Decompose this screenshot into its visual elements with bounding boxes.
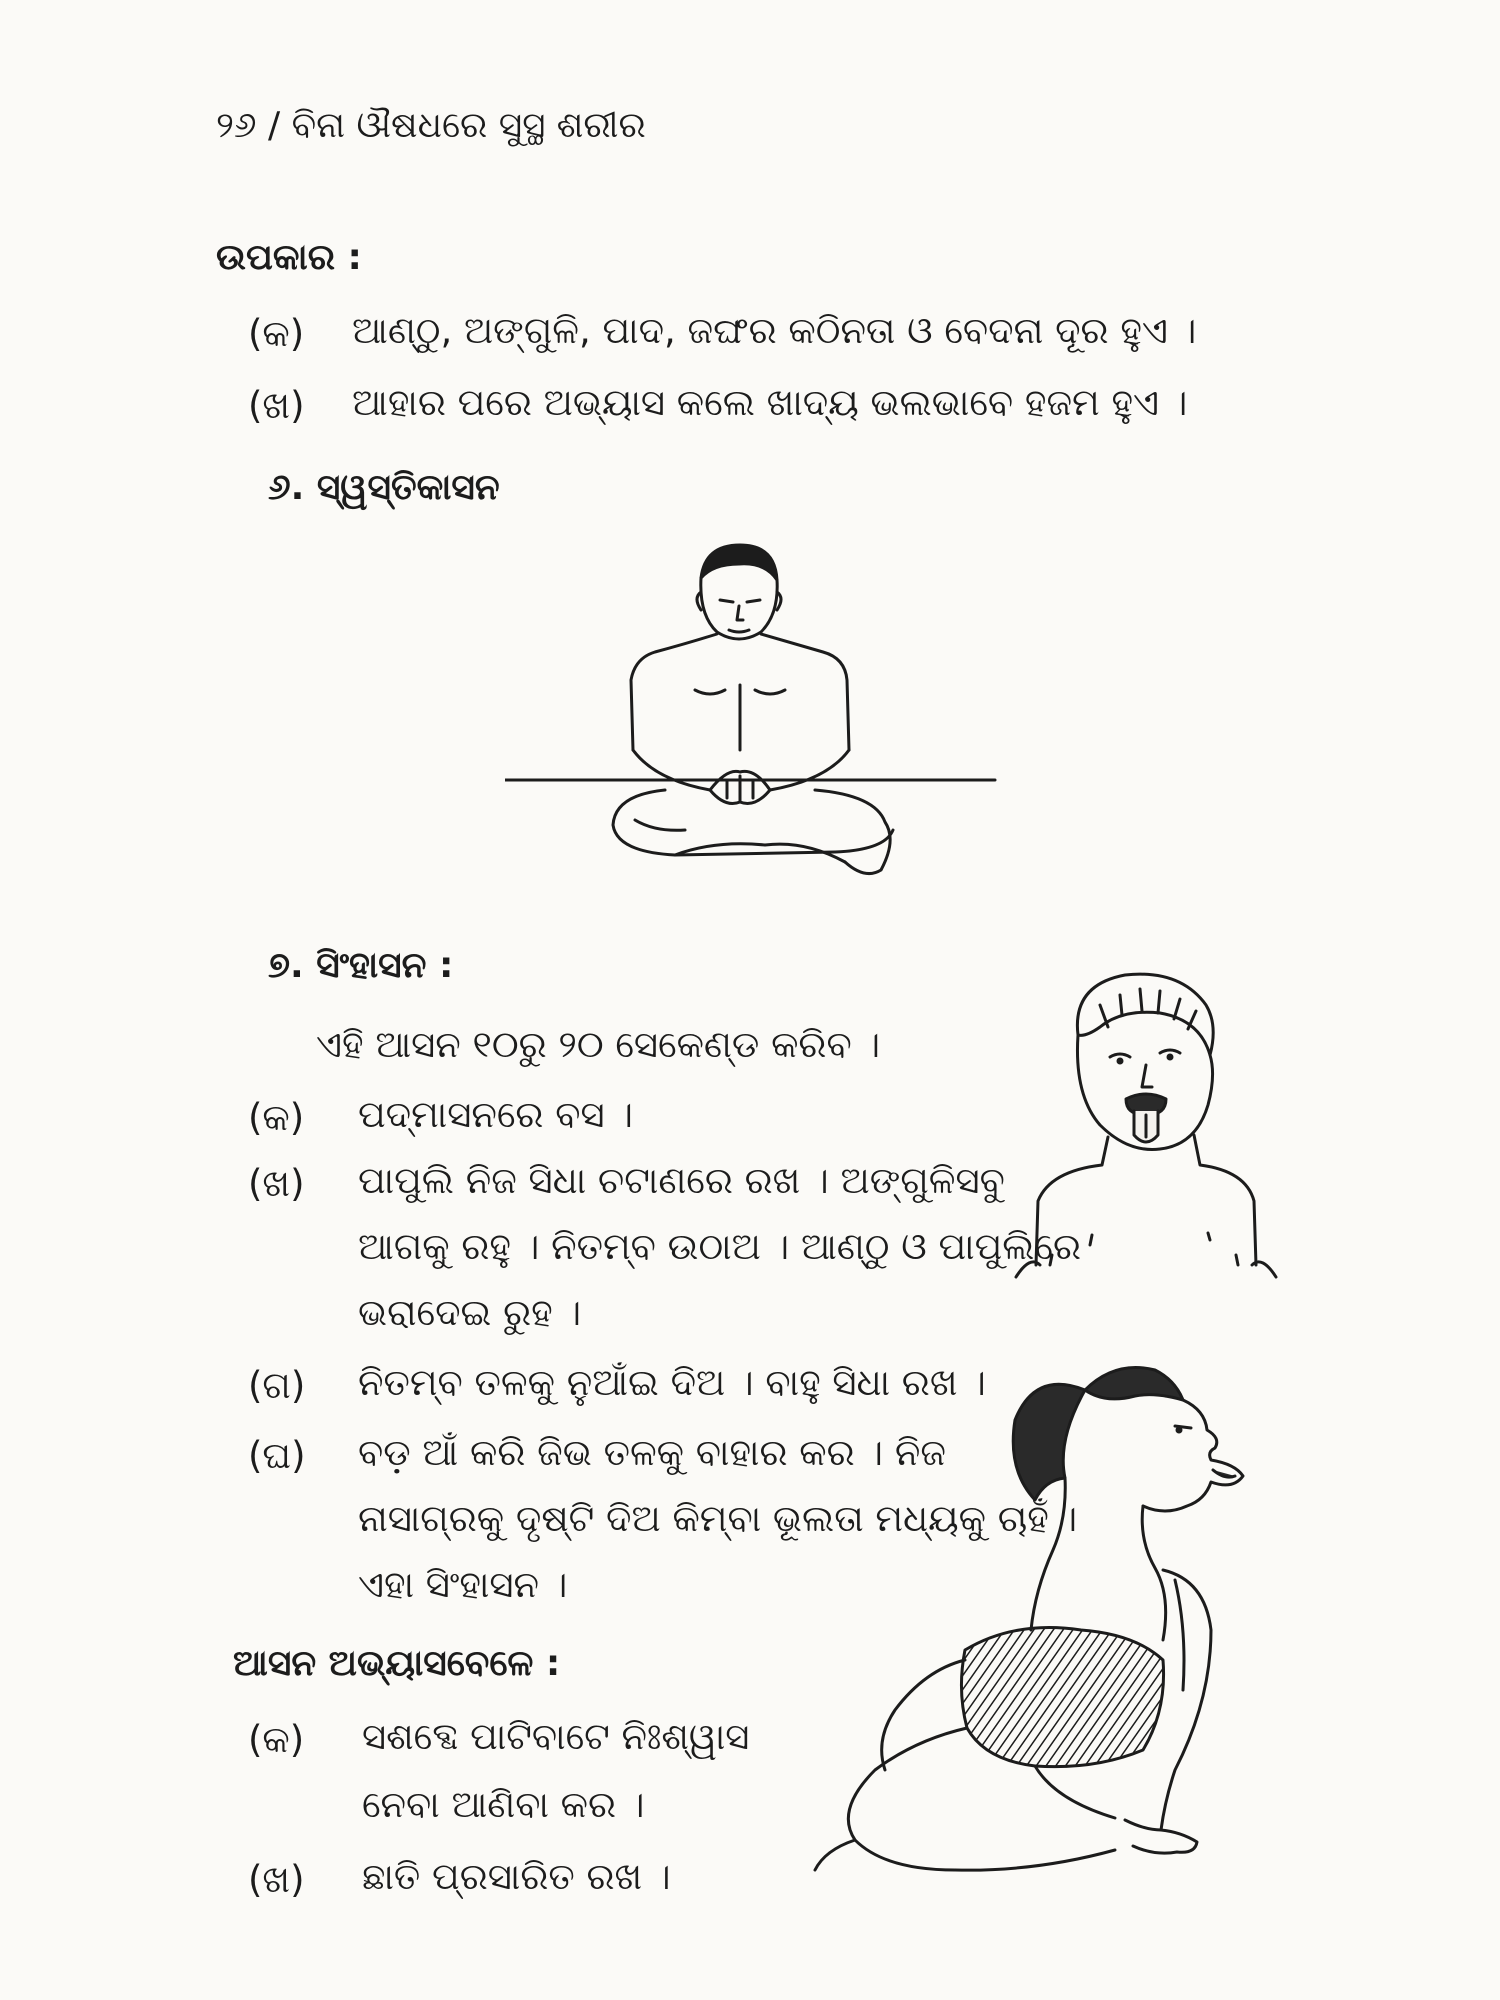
step-label-ga: (ଗ) xyxy=(248,1364,306,1407)
benefit-text-kha: ଆହାର ପରେ ଅଭ୍ୟାସ କଲେ ଖାଦ୍ୟ ଭଲଭାବେ ହଜମ ହୁଏ । xyxy=(352,381,1188,424)
benefit-text-ka: ଆଣ୍ଠୁ, ଅଙ୍ଗୁଳି, ପାଦ, ଜଙ୍ଘର କଠିନତା ଓ ବେଦନା ଦୂର ହୁଏ । xyxy=(352,309,1197,352)
book-title: ବିନା ଔଷଧରେ ସୁସ୍ଥ ଶରୀର xyxy=(291,105,646,146)
step-label-ka: (କ) xyxy=(248,1096,305,1139)
section7-title: ୭. ସିଂହାସନ : xyxy=(268,945,454,986)
swastikasana-figure xyxy=(505,540,1005,890)
step-label-kha: (ଖ) xyxy=(248,1162,305,1205)
practice-ka-line1: ସଶବ୍ଦେ ପାଟିବାଟେ ନିଃଶ୍ୱାସ xyxy=(362,1715,750,1758)
section6-title: ୬. ସ୍ୱସ୍ତିକାସନ xyxy=(268,467,500,508)
benefit-label-ka: (କ) xyxy=(248,312,305,355)
step-gha-line2: ନାସାଗ୍ରକୁ ଦୃଷ୍ଟି ଦିଅ କିମ୍ବା ଭୂଲତା ମଧ୍ୟକୁ ଚାହଁ । xyxy=(358,1497,1078,1540)
practice-label-ka: (କ) xyxy=(248,1718,305,1761)
step-kha-line1: ପାପୁଲି ନିଜ ସିଧା ଚଟାଣରେ ରଖ । ଅଙ୍ଗୁଳିସବୁ xyxy=(358,1159,1005,1202)
simhasana-face-figure xyxy=(1010,965,1280,1285)
step-kha-line2: ଆଗକୁ ରହୁ । ନିତମ୍ବ ଉଠାଅ । ଆଣ୍ଠୁ ଓ ପାପୁଲିରେ xyxy=(358,1225,1082,1268)
practice-label-kha: (ଖ) xyxy=(248,1858,305,1901)
step-ka-line1: ପଦ୍ମାସନରେ ବସ । xyxy=(358,1093,633,1136)
simhasana-body-figure xyxy=(735,1330,1275,1890)
practice-heading: ଆସନ ଅଭ୍ୟାସବେଳେ : xyxy=(233,1643,561,1684)
step-gha-line1: ବଡ଼ ଆଁ କରି ଜିଭ ତଳକୁ ବାହାର କର । ନିଜ xyxy=(358,1431,946,1474)
step-label-gha: (ଘ) xyxy=(248,1434,306,1477)
step-ga-line1: ନିତମ୍ବ ତଳକୁ ନୁଆଁଇ ଦିଅ । ବାହୁ ସିଧା ରଖ । xyxy=(358,1361,986,1404)
header-separator: / xyxy=(268,105,281,146)
section7-intro: ଏହି ଆସନ ୧୦ରୁ ୨୦ ସେକେଣ୍ଡ କରିବ । xyxy=(316,1023,881,1066)
step-gha-line3: ଏହା ସିଂହାସନ । xyxy=(358,1563,568,1606)
running-header xyxy=(216,105,646,146)
step-kha-line3: ଭରାଦେଇ ରୁହ । xyxy=(358,1291,582,1334)
benefits-heading: ଉପକାର : xyxy=(216,237,362,278)
benefit-label-kha: (ଖ) xyxy=(248,384,305,427)
practice-ka-line2: ନେବା ଆଣିବା କର । xyxy=(362,1783,645,1826)
practice-kha-line1: ଛାତି ପ୍ରସାରିତ ରଖ । xyxy=(362,1855,671,1898)
page-number: ୨୬ xyxy=(216,105,257,146)
